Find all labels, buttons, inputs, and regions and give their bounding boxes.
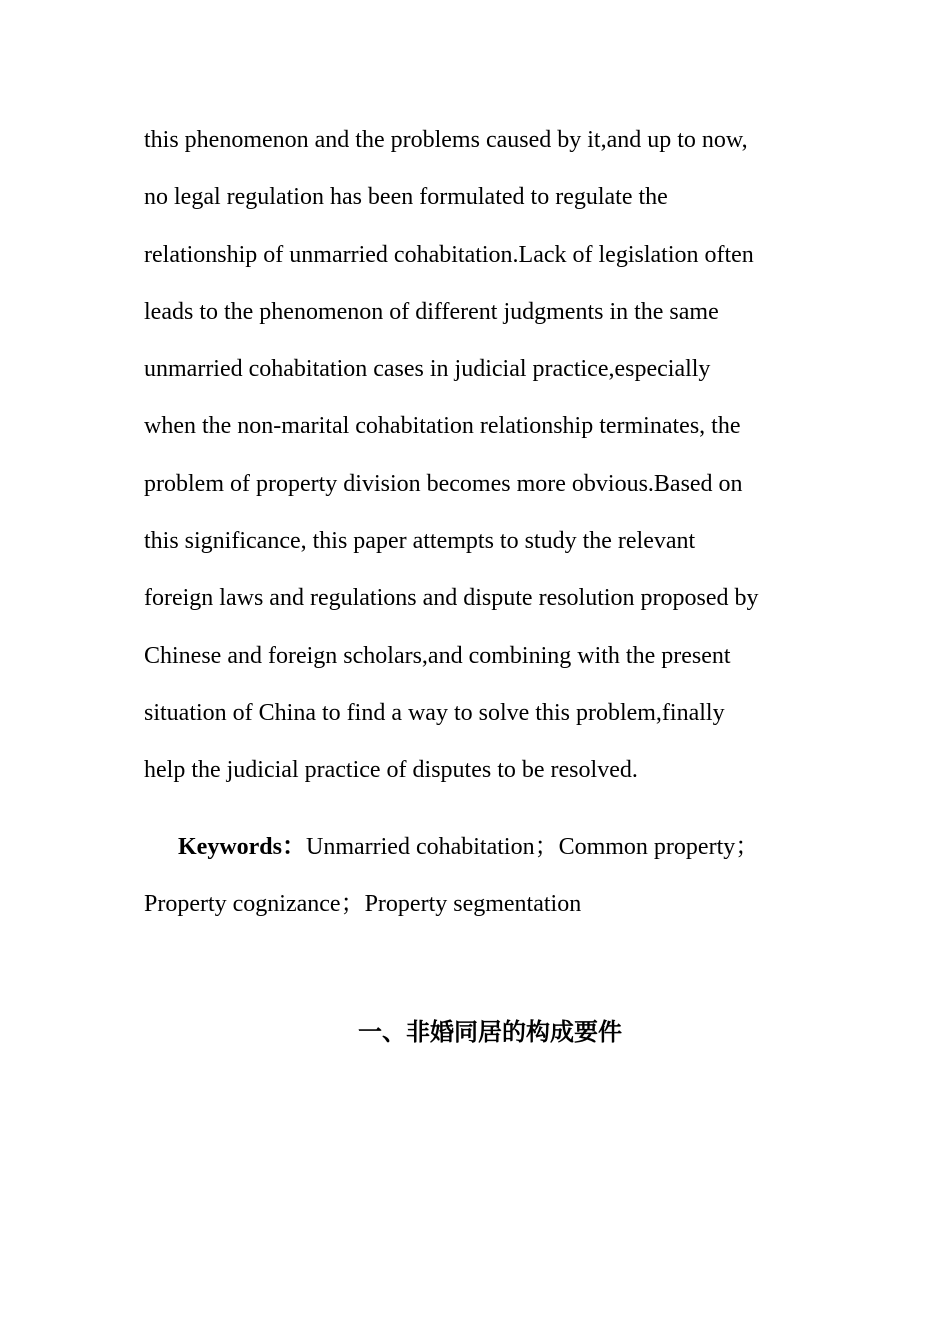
abstract-line: foreign laws and regulations and dispute resolution proposed by (144, 585, 759, 612)
section-heading: 一、非婚同居的构成要件 (358, 1018, 622, 1046)
abstract-body (144, 112, 824, 800)
abstract-line: this phenomenon and the problems caused by it,and up to now, (144, 127, 748, 153)
abstract-line: leads to the phenomenon of different judgments in the same (144, 298, 719, 325)
abstract-line: no legal regulation has been formulated to regulate the (144, 184, 668, 211)
keywords-text: Unmarried cohabitation；Common property； (306, 834, 760, 860)
abstract-line: problem of property division becomes more obvious.Based on (144, 470, 743, 497)
abstract-line: unmarried cohabitation cases in judicial practice,especially (144, 356, 711, 383)
keywords-line-continued: Property cognizance；Property segmentation (144, 891, 582, 918)
keywords-label: Keywords： (178, 834, 306, 860)
abstract-line: situation of China to find a way to solve this problem,finally (144, 699, 725, 726)
abstract-line: help the judicial practice of disputes to be resolved. (144, 757, 638, 784)
keywords-block (144, 819, 824, 934)
keywords-line (144, 819, 824, 876)
abstract-line: this significance, this paper attempts to study the relevant (144, 528, 696, 555)
abstract-line: when the non-marital cohabitation relationship terminates, the (144, 413, 741, 440)
abstract-line: Chinese and foreign scholars,and combining with the present (144, 642, 731, 669)
abstract-line: relationship of unmarried cohabitation.Lack of legislation often (144, 241, 754, 268)
